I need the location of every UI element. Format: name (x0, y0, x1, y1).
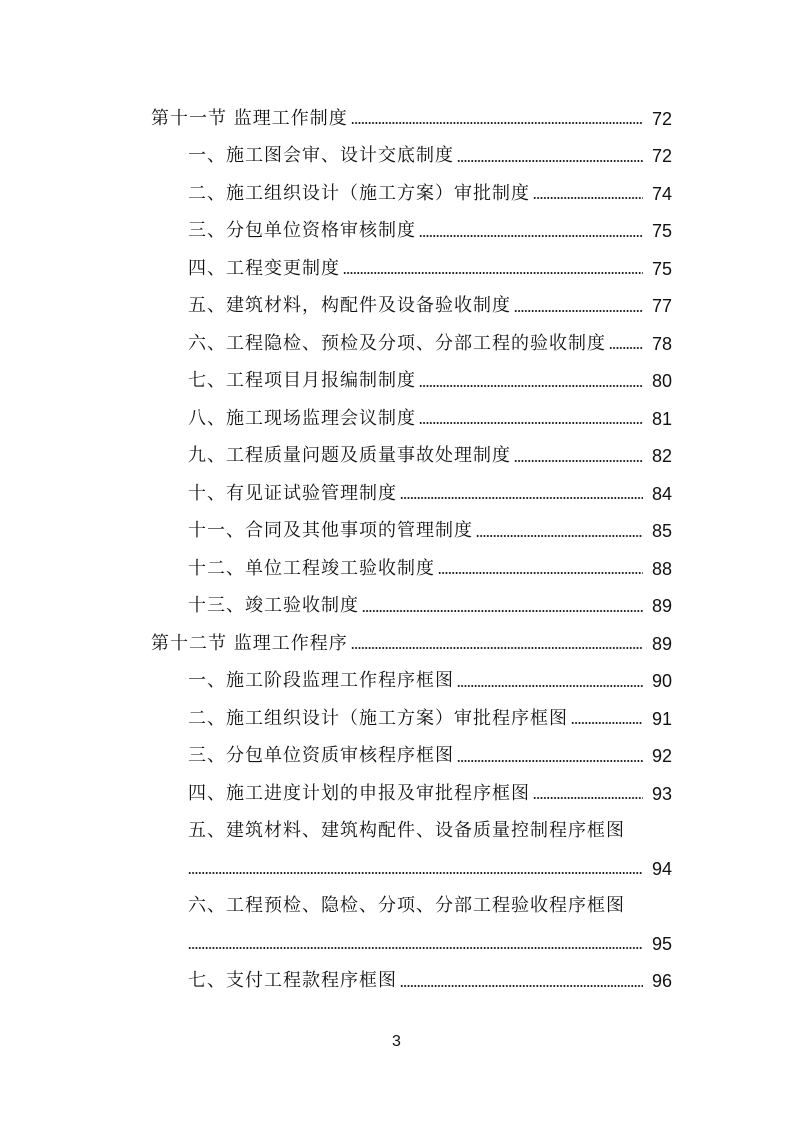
toc-entry-title: 第十二节 监理工作程序 (151, 632, 348, 654)
toc-entry-page: 96 (651, 971, 672, 992)
toc-entry[interactable] (0, 813, 793, 851)
dot-leader (571, 721, 643, 725)
toc-entry[interactable] (0, 250, 793, 288)
toc-entry-title: 十一、合同及其他事项的管理制度 (188, 520, 473, 542)
toc-entry-title: 五、建筑材料、建筑构配件、设备质量控制程序框图 (188, 820, 625, 842)
dot-leader (351, 121, 643, 125)
toc-entry-continuation[interactable] (0, 850, 793, 888)
toc-entry-title: 一、施工图会审、设计交底制度 (188, 145, 454, 167)
dot-leader (419, 421, 643, 425)
toc-entry[interactable] (0, 288, 793, 326)
toc-entry-page: 72 (651, 146, 672, 167)
toc-entry[interactable] (0, 175, 793, 213)
page-number: 3 (392, 1033, 401, 1050)
dot-leader (343, 271, 643, 275)
dot-leader (351, 646, 643, 650)
toc-entry-title: 八、施工现场监理会议制度 (188, 407, 416, 429)
toc-entry-page: 95 (651, 933, 672, 954)
toc-entry[interactable] (0, 888, 793, 926)
toc-entry-title: 十二、单位工程竣工验收制度 (188, 557, 435, 579)
toc-entry-title: 二、施工组织设计（施工方案）审批制度 (188, 182, 530, 204)
toc-section-entry[interactable] (0, 100, 793, 138)
toc-entry-page: 89 (651, 596, 672, 617)
toc-entry-title: 二、施工组织设计（施工方案）审批程序框图 (188, 707, 568, 729)
toc-entry-title: 六、工程隐检、预检及分项、分部工程的验收制度 (188, 332, 606, 354)
toc-entry-title: 第十一节 监理工作制度 (151, 107, 348, 129)
dot-leader (457, 684, 643, 688)
toc-entry-page: 77 (651, 296, 672, 317)
dot-leader (188, 871, 643, 875)
toc-entry-page: 92 (651, 746, 672, 767)
toc-entry[interactable] (0, 738, 793, 776)
toc-entry-title: 六、工程预检、隐检、分项、分部工程验收程序框图 (188, 895, 625, 917)
toc-entry-title: 十三、竣工验收制度 (188, 595, 359, 617)
toc-entry[interactable] (0, 663, 793, 701)
dot-leader (457, 159, 643, 163)
toc-entry-title: 四、工程变更制度 (188, 257, 340, 279)
toc-entry-title: 四、施工进度计划的申报及审批程序框图 (188, 782, 530, 804)
dot-leader (419, 234, 643, 238)
toc-entry[interactable] (0, 963, 793, 1001)
toc-entry-page: 91 (651, 708, 672, 729)
toc-entry[interactable] (0, 363, 793, 401)
toc-entry[interactable] (0, 775, 793, 813)
toc-entry-title: 一、施工阶段监理工作程序框图 (188, 670, 454, 692)
toc-entry[interactable] (0, 475, 793, 513)
toc-entry[interactable] (0, 588, 793, 626)
toc-entry-title: 三、分包单位资格审核制度 (188, 220, 416, 242)
toc-entry-page: 80 (651, 371, 672, 392)
toc-entry[interactable] (0, 550, 793, 588)
toc-entry-continuation[interactable] (0, 925, 793, 963)
toc-entry-title: 十、有见证试验管理制度 (188, 482, 397, 504)
dot-leader (419, 384, 643, 388)
dot-leader (533, 196, 643, 200)
toc-entry-page: 78 (651, 333, 672, 354)
dot-leader (400, 496, 643, 500)
toc-entry[interactable] (0, 438, 793, 476)
toc-entry-page: 84 (651, 483, 672, 504)
toc-entry-page: 82 (651, 446, 672, 467)
dot-leader (362, 609, 643, 613)
toc-entry-page: 85 (651, 521, 672, 542)
toc-section-entry[interactable] (0, 625, 793, 663)
toc-entry-title: 五、建筑材料，构配件及设备验收制度 (188, 295, 511, 317)
dot-leader (609, 346, 643, 350)
toc-entry-title: 七、支付工程款程序框图 (188, 970, 397, 992)
dot-leader (514, 309, 643, 313)
toc-entry[interactable] (0, 213, 793, 251)
toc-entry-page: 72 (651, 108, 672, 129)
toc-entry-page: 75 (651, 221, 672, 242)
dot-leader (438, 571, 643, 575)
dot-leader (400, 984, 643, 988)
dot-leader (188, 946, 643, 950)
dot-leader (514, 459, 643, 463)
toc-entry-page: 88 (651, 558, 672, 579)
toc-entry-page: 74 (651, 183, 672, 204)
toc-entry-title: 七、工程项目月报编制制度 (188, 370, 416, 392)
toc-entry-title: 九、工程质量问题及质量事故处理制度 (188, 445, 511, 467)
toc-entry[interactable] (0, 513, 793, 551)
toc-entry[interactable] (0, 138, 793, 176)
toc-entry-page: 81 (651, 408, 672, 429)
toc-entry-page: 89 (651, 633, 672, 654)
table-of-contents (0, 100, 793, 1000)
dot-leader (533, 796, 643, 800)
dot-leader (476, 534, 643, 538)
toc-entry[interactable] (0, 700, 793, 738)
toc-entry-title: 三、分包单位资质审核程序框图 (188, 745, 454, 767)
toc-entry-page: 94 (651, 858, 672, 879)
toc-entry-page: 93 (651, 783, 672, 804)
dot-leader (457, 759, 643, 763)
toc-entry-page: 75 (651, 258, 672, 279)
toc-entry[interactable] (0, 400, 793, 438)
toc-entry[interactable] (0, 325, 793, 363)
toc-entry-page: 90 (651, 671, 672, 692)
